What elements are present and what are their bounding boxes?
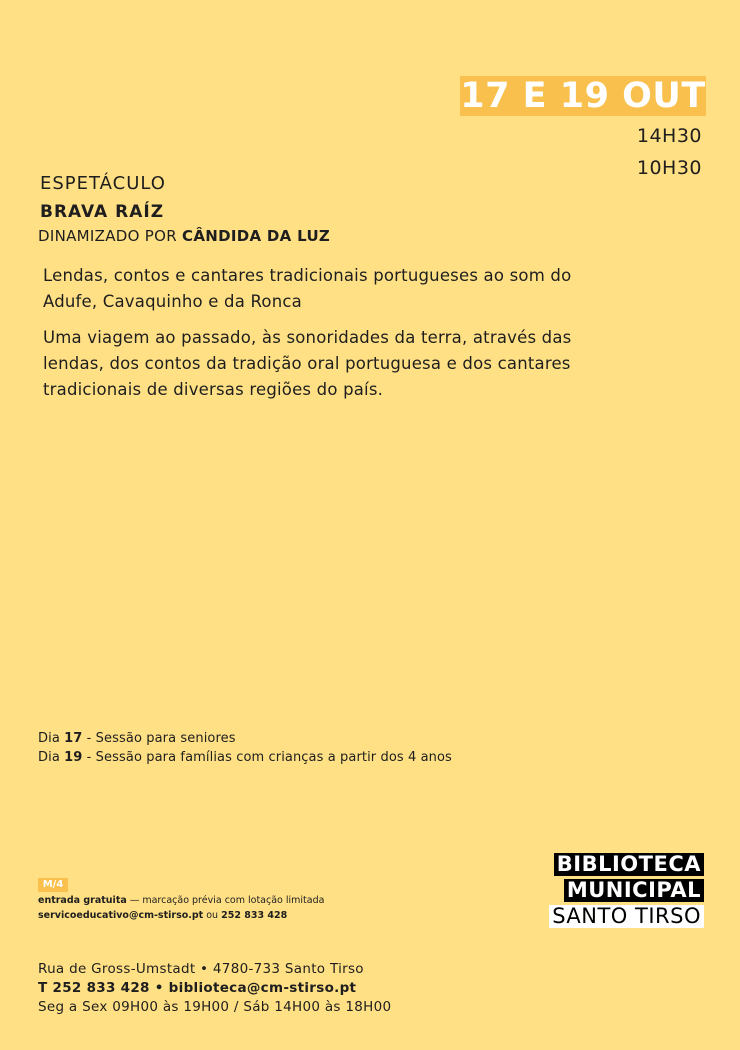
age-rating-badge: M/4 (38, 878, 68, 892)
session-text: - Sessão para seniores (86, 731, 236, 746)
footer-hours: Seg a Sex 09H00 às 19H00 / Sáb 14H00 às 18H00 (38, 999, 392, 1015)
session-time-1: 14H30 (636, 125, 702, 147)
session-day: 17 (64, 731, 83, 746)
session-time-2: 10H30 (636, 157, 702, 179)
library-logo-line-1: BIBLIOTECA (554, 853, 704, 876)
session-text: - Sessão para famílias com crianças a partir dos 4 anos (86, 750, 452, 765)
booking-email-link[interactable]: servicoeducativo@cm-stirso.pt (38, 910, 204, 921)
event-title: BRAVA RAÍZ (40, 202, 165, 222)
facilitator-name: CÂNDIDA DA LUZ (182, 227, 331, 245)
session-day: 19 (64, 750, 83, 765)
event-category: ESPETÁCULO (40, 173, 166, 194)
date-banner: 17 E 19 OUT (460, 76, 706, 116)
footer-address: Rua de Gross-Umstadt • 4780-733 Santo Tirso (38, 961, 364, 977)
session-info-1 (38, 731, 236, 746)
session-prefix: Dia (38, 731, 60, 746)
library-logo-line-2: MUNICIPAL (564, 879, 704, 902)
booking-contact (38, 910, 287, 921)
description-paragraph-1: Lendas, contos e cantares tradicionais portugueses ao som do Adufe, Cavaquinho e da Ronca (43, 266, 572, 311)
description-paragraph-2: Uma viagem ao passado, às sonoridades da terra, através das lendas, dos contos da tradição oral portuguesa e dos cantares tradicionais de diversas regiões do país. (43, 328, 572, 399)
facilitator-line (38, 227, 330, 245)
contact-or: ou (206, 910, 219, 921)
entry-label: entrada gratuita (38, 895, 127, 906)
session-prefix: Dia (38, 750, 60, 765)
booking-phone: 252 833 428 (221, 910, 288, 921)
entry-note: — marcação prévia com lotação limitada (129, 895, 325, 906)
footer-phone-email: T 252 833 428 • biblioteca@cm-stirso.pt (38, 980, 357, 996)
facilitator-prefix: DINAMIZADO POR (38, 227, 177, 245)
entry-info (38, 895, 324, 906)
session-info-2 (38, 750, 452, 765)
library-logo-line-3: SANTO TIRSO (549, 905, 704, 928)
